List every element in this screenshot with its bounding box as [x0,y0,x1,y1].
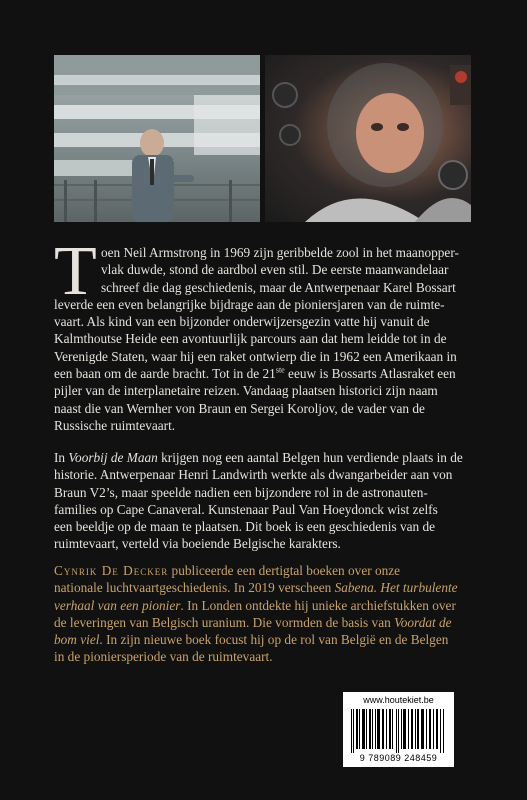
book-title: bom viel [54,632,100,648]
text-line: naast die van Wernher von Braun en Sergei Koroljov, de vader van de [54,400,425,416]
text-segment: de leveringen van Belgisch uranium. Die vormden de basis van [54,614,395,630]
text-line: vaart. Als kind van een bijzonder onderwijzersgezin vatte hij vanuit de [54,314,430,330]
text-line [54,597,472,614]
photo-right [265,55,471,222]
factory-scene-image [54,55,260,222]
text-line: Verenigde Staten, waar hij een raket ontwierp die in 1962 een Amerikaan in [54,348,457,364]
text-line: vlak duwde, stond de aardbol even stil. De eerste maanwandelaar [101,262,449,278]
text-line: historie. Antwerpenaar Henri Landwirth werkte als dwangarbeider aan von [54,467,453,483]
text-segment: krijgen nog een aantal Belgen hun verdiende plaats in de [157,450,463,465]
text-line: ruimtevaart, verteld via boeiende Belgische karakters. [54,536,341,552]
author-name: Cynrik De Decker [54,563,169,578]
text-line: schreef die dag geschiedenis, maar de Antwerpenaar Karel Bossart [101,279,456,295]
text-line: oen Neil Armstrong in 1969 zijn geribbelde zool in het maanopper- [101,245,459,260]
text-line: in de pioniersperiode van de ruimtevaart. [54,649,273,665]
text-line: pijler van de interplanetaire reizen. Vandaag plaatsen historici zijn naam [54,383,438,399]
text-segment: . In Londen ontdekte hij unieke archiefstukken over [180,597,456,613]
text-line: Russische ruimtevaart. [54,417,176,433]
text-segment: nationale luchtvaartgeschiedenis. In 2019 verscheen [54,580,335,596]
text-segment: publiceerde een dertigtal boeken over onze [168,563,401,578]
book-title: verhaal van een pionier [54,597,181,613]
drop-cap: T [54,233,97,310]
book-title: Sabena. Het turbulente [334,580,458,596]
barcode-label [343,692,454,767]
photo-left [54,55,260,222]
text-line: families op Cape Canaveral. Kunstenaar Paul Van Hoeydonck wist zelfs [54,501,438,517]
text-line [54,614,472,631]
text-line [54,365,472,382]
isbn-number: 9 789089 248459 [359,753,438,763]
text-line [54,579,472,596]
astronaut-scene-image [265,55,471,222]
text-line: leverde een even belangrijke bijdrage aan de pioniersjaren van de ruimte- [54,296,445,312]
text-line [54,449,472,466]
text-line: Braun V2’s, maar speelde nadien een bijzondere rol in de astronauten- [54,484,428,500]
text-line [54,631,472,648]
publisher-url: www.houtekiet.be [363,695,434,705]
book-paragraph [54,449,472,553]
text-line: een beeldje op de maan te plaatsen. Dit boek is een geschiedenis van de [54,519,436,535]
text-line: Kalmthoutse Heide een avontuurlijk parcours aan dat hem leidde tot in de [54,331,447,347]
author-bio [54,562,472,666]
text-segment: In [54,450,69,465]
text-segment: een baan om de aarde bracht. Tot in de 21 [54,366,276,382]
text-line [54,562,472,579]
book-title: Voordat de [394,614,452,630]
text-segment: eeuw is Bossarts Atlasraket een [284,366,456,382]
book-title: Voorbij de Maan [68,450,158,465]
text-segment: . In zijn nieuwe boek focust hij op de rol van België en de Belgen [99,632,449,648]
barcode-icon [351,709,446,753]
intro-paragraph [54,233,472,434]
superscript: ste [275,365,285,375]
